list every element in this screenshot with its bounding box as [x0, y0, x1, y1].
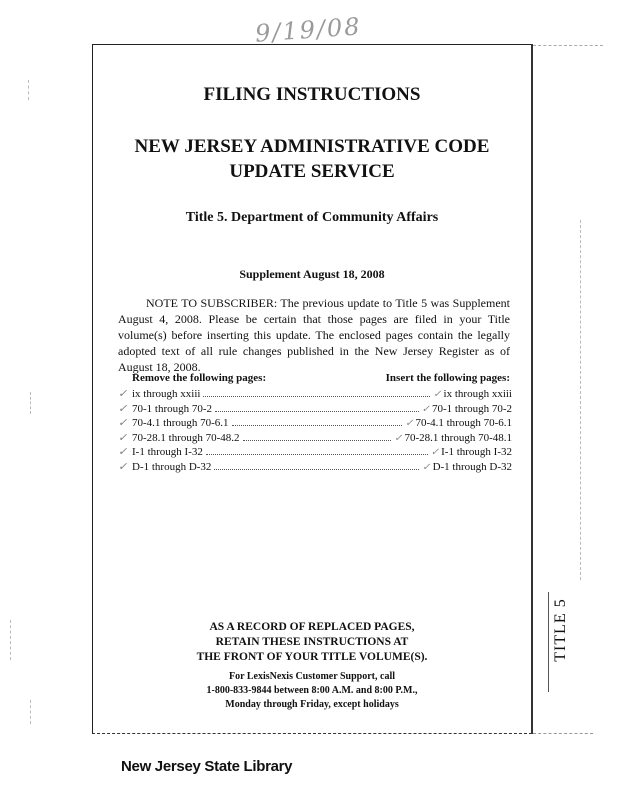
title-section: Title 5. Department of Community Affairs	[185, 210, 439, 225]
remove-pages: 70-4.1 through 70-6.1	[132, 417, 229, 429]
left-margin-mark	[28, 80, 30, 100]
insert-pages: D-1 through D-32	[432, 460, 512, 473]
checkmark-icon: ✓	[421, 403, 430, 415]
page-list	[118, 386, 512, 473]
support-line-3: Monday through Friday, except holidays	[225, 699, 399, 710]
customer-support	[92, 670, 532, 712]
remove-heading: Remove the following pages:	[132, 372, 267, 384]
left-margin-mark	[30, 700, 32, 724]
document-subtitle	[92, 134, 532, 184]
insert-pages: 70-4.1 through 70-6.1	[415, 417, 512, 429]
checkmark-icon: ✓	[433, 389, 442, 400]
spine-label: TITLE 5	[552, 598, 569, 662]
record-line-3: THE FRONT OF YOUR TITLE VOLUME(S).	[196, 651, 428, 663]
leader-dots	[203, 386, 430, 397]
remove-pages: I-1 through I-32	[132, 446, 203, 458]
frame-top-extension	[533, 45, 603, 46]
support-line-2: 1-800-833-9844 between 8:00 A.M. and 8:00 P.M.,	[206, 685, 418, 696]
document-title: FILING INSTRUCTIONS	[203, 84, 421, 105]
remove-pages: 70-28.1 through 70-48.2	[132, 431, 240, 444]
page-list-row	[118, 444, 512, 459]
checkmark-icon: ✓	[430, 447, 440, 458]
insert-pages: 70-1 through 70-2	[431, 402, 512, 415]
checkmark-icon: ✓	[405, 418, 414, 429]
insert-pages: 70-28.1 through 70-48.1	[404, 431, 512, 444]
checkmark-icon: ✓	[118, 431, 128, 444]
record-line-2: RETAIN THESE INSTRUCTIONS AT	[215, 636, 409, 648]
checkmark-icon: ✓	[118, 402, 128, 415]
checkmark-icon: ✓	[394, 432, 403, 444]
left-margin-mark	[30, 392, 32, 414]
insert-pages: I-1 through I-32	[441, 446, 512, 458]
frame-bottom-extension	[533, 733, 593, 734]
checkmark-icon: ✓	[118, 388, 128, 400]
page-list-row	[118, 415, 512, 430]
leader-dots	[214, 459, 419, 470]
insert-heading: Insert the following pages:	[385, 372, 510, 384]
subtitle-line-1: NEW JERSEY ADMINISTRATIVE CODE	[134, 136, 490, 157]
record-line-1: AS A RECORD OF REPLACED PAGES,	[209, 621, 415, 633]
leader-dots	[215, 401, 419, 412]
remove-pages: 70-1 through 70-2	[132, 402, 213, 415]
support-line-1: For LexisNexis Customer Support, call	[228, 671, 395, 682]
left-margin-mark	[10, 620, 12, 660]
page-list-row	[118, 386, 512, 401]
supplement-date: Supplement August 18, 2008	[239, 267, 385, 281]
library-stamp: New Jersey State Library	[121, 758, 293, 775]
page-list-row	[118, 401, 512, 416]
insert-pages: ix through xxiii	[443, 388, 512, 400]
checkmark-icon: ✓	[118, 446, 128, 458]
record-instructions	[92, 620, 532, 665]
remove-pages: D-1 through D-32	[132, 460, 212, 473]
subtitle-line-2: UPDATE SERVICE	[229, 161, 395, 182]
remove-pages: ix through xxiii	[132, 388, 201, 400]
right-margin-dots	[580, 220, 582, 580]
handwritten-date: 9/19/08	[254, 12, 363, 48]
page-list-row	[118, 459, 512, 474]
leader-dots	[206, 444, 428, 455]
page-list-row	[118, 430, 512, 445]
checkmark-icon: ✓	[118, 460, 128, 473]
leader-dots	[232, 415, 403, 426]
spine-tab	[548, 590, 588, 710]
note-to-subscriber: NOTE TO SUBSCRIBER: The previous update to Title 5 was Supplement August 4, 2008. Please be certain that those pages are filed in your Title volume(s) before inserting this update. The enclosed pages contain the legally adopted text of all rule changes published in the New Jersey Register as of August 18, 2008.	[118, 296, 510, 374]
checkmark-icon: ✓	[118, 417, 128, 429]
leader-dots	[243, 430, 392, 441]
checkmark-icon: ✓	[422, 461, 431, 473]
